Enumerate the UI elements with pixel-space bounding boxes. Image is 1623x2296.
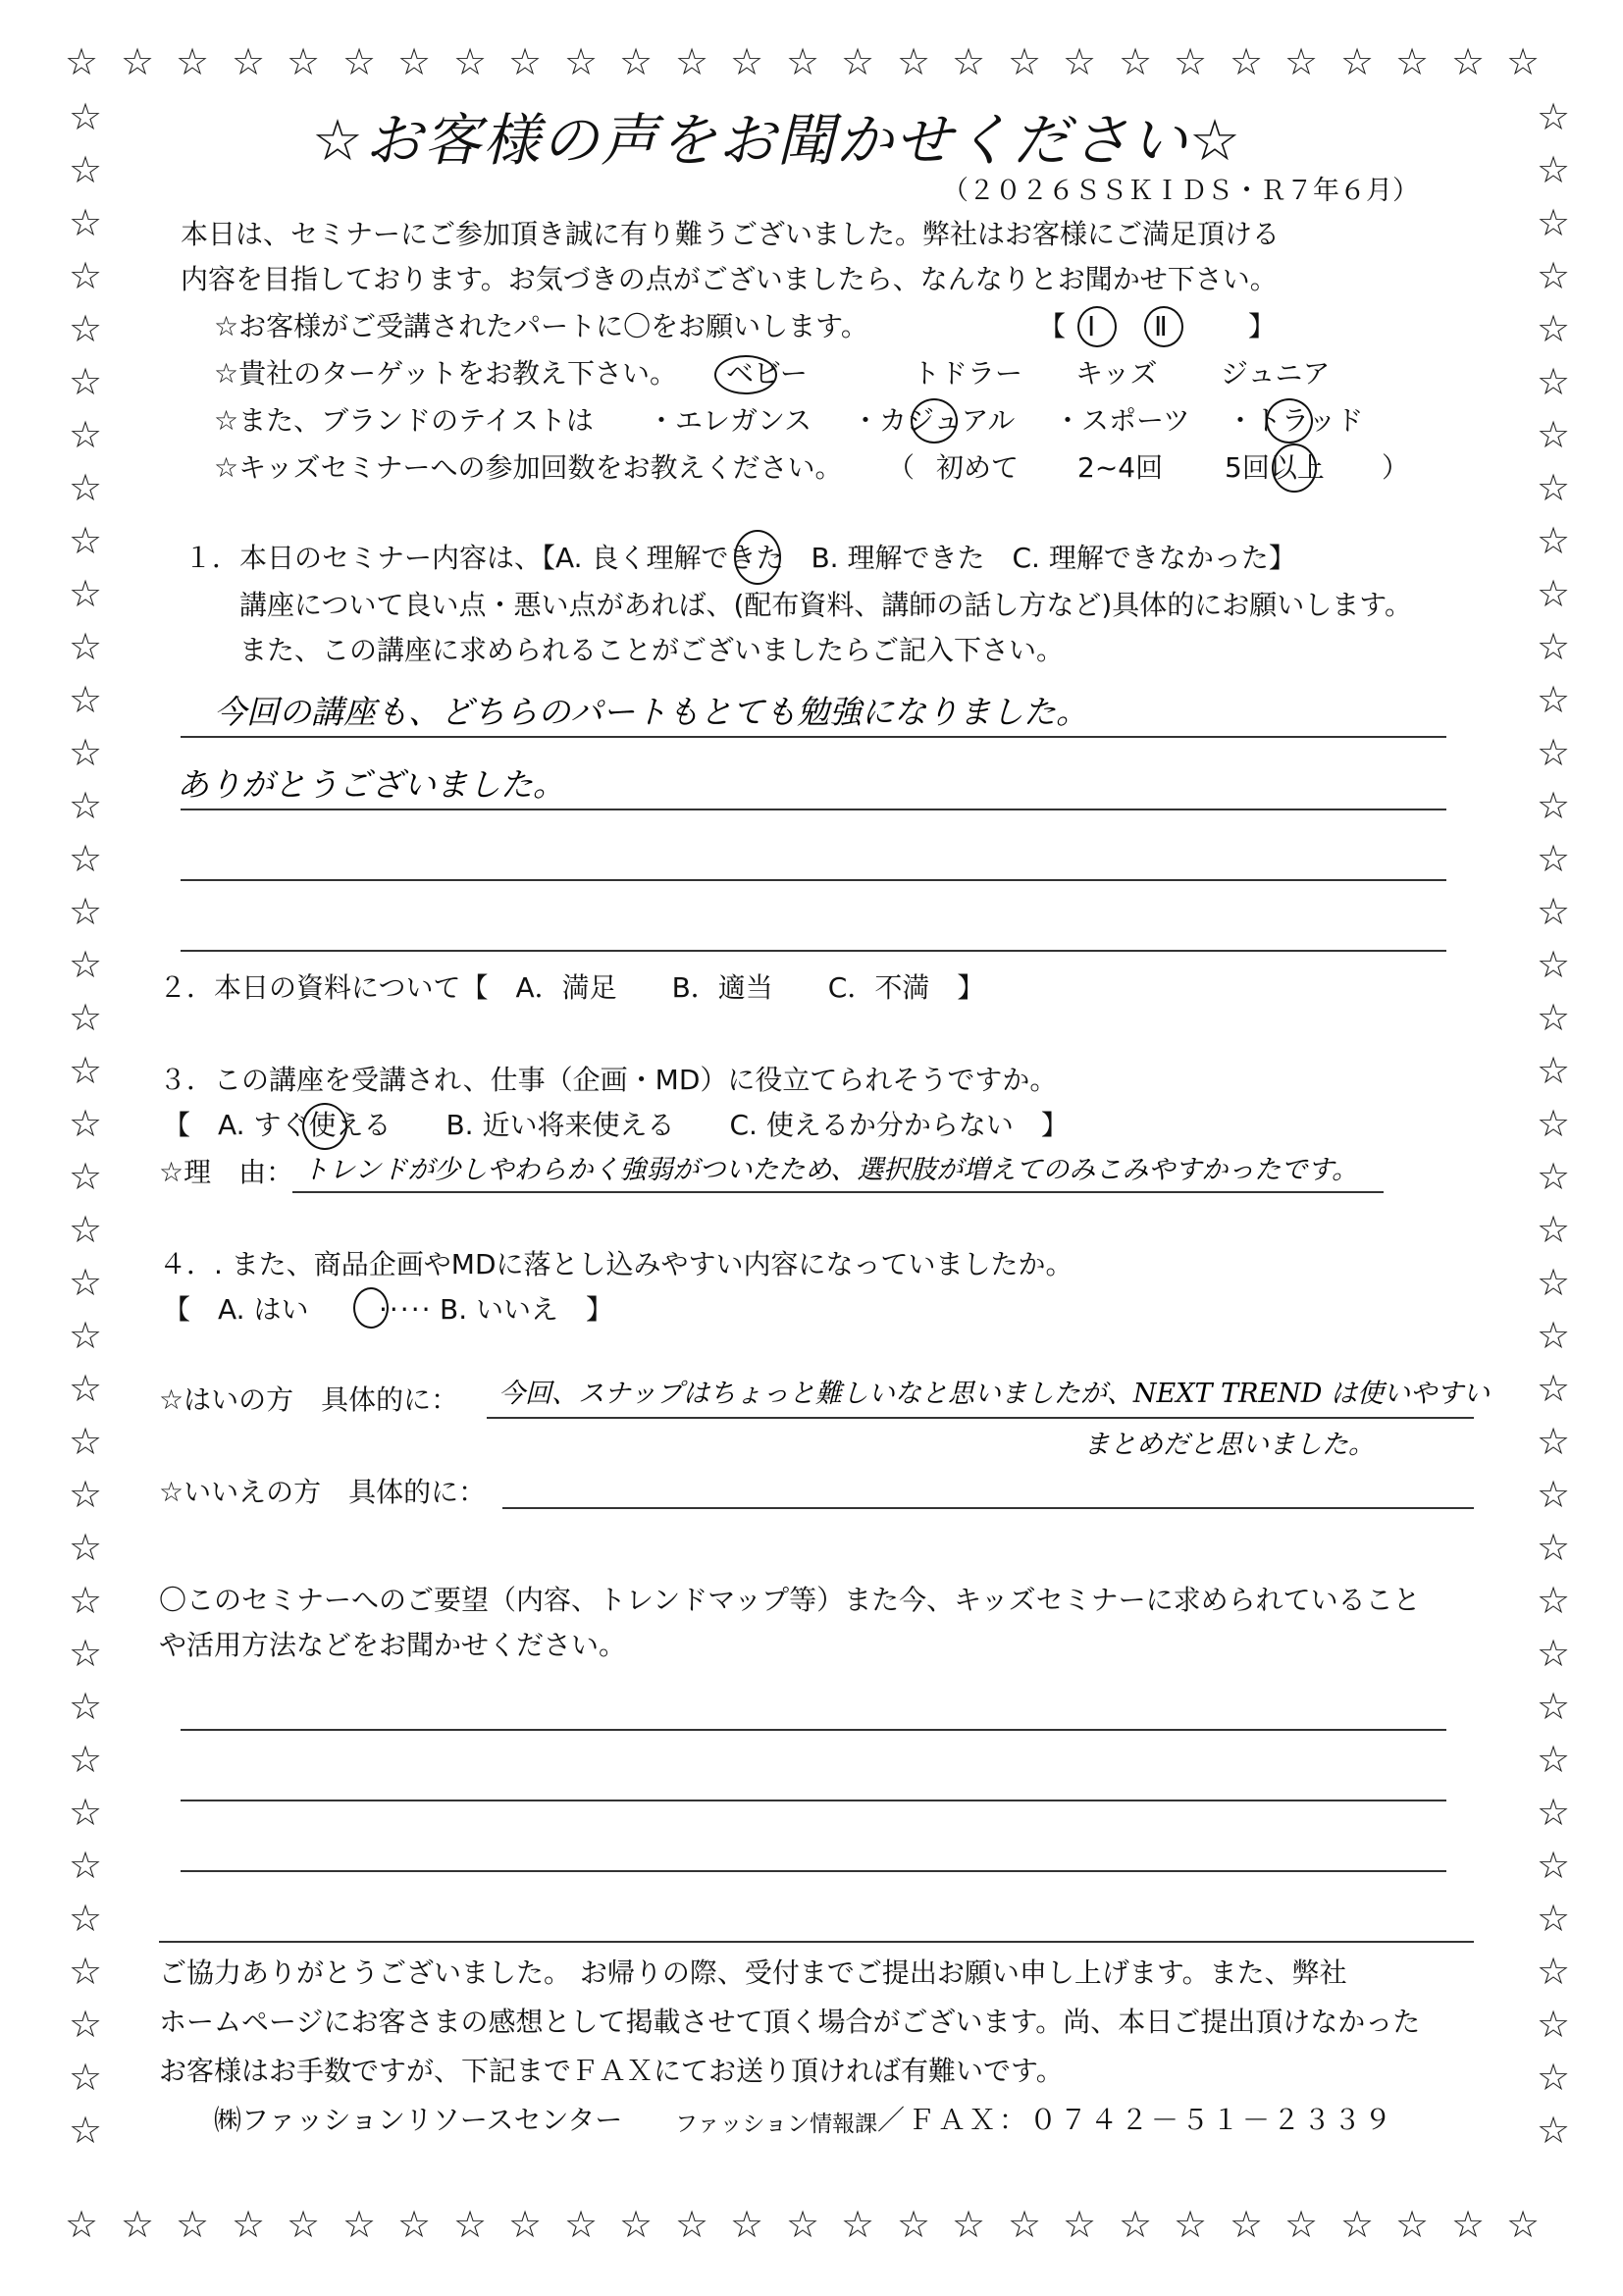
border-star-icon: ☆: [1537, 572, 1571, 615]
border-star-icon: ☆: [1537, 254, 1571, 297]
border-star-icon: ☆: [69, 95, 103, 138]
q4-yes-answer-line-2: まとめだと思いました。: [1083, 1430, 1375, 1460]
border-star-icon: ☆: [1008, 2203, 1042, 2246]
border-star-icon: ☆: [69, 148, 103, 191]
border-star-icon: ☆: [1537, 1155, 1571, 1198]
border-star-icon: ☆: [1395, 40, 1430, 83]
q1-question: １．本日のセミナー内容は、【A. 良く理解できた B. 理解できた C. 理解できなかった】: [184, 542, 1296, 574]
count-option-2-4[interactable]: 2~4回: [1077, 451, 1164, 484]
border-star-icon: ☆: [1537, 837, 1571, 880]
border-star-icon: ☆: [342, 2203, 377, 2246]
border-star-icon: ☆: [69, 1950, 103, 1993]
border-star-icon: ☆: [1537, 1738, 1571, 1781]
border-star-icon: ☆: [1063, 40, 1097, 83]
border-star-icon: ☆: [1537, 1208, 1571, 1251]
border-star-icon: ☆: [1537, 1473, 1571, 1516]
border-star-icon: ☆: [69, 2109, 103, 2152]
border-star-icon: ☆: [1537, 1526, 1571, 1569]
request-rule-2: [181, 1800, 1446, 1801]
border-star-icon: ☆: [1537, 1579, 1571, 1622]
border-star-icon: ☆: [1174, 40, 1208, 83]
taste-option-trad[interactable]: ・トラッド: [1227, 404, 1364, 437]
footer-line-3: お客様はお手数ですが、下記までＦＡＸにてお送り頂ければ有難いです。: [159, 2055, 1064, 2087]
border-star-icon: ☆: [1537, 466, 1571, 509]
border-star-icon: ☆: [69, 1473, 103, 1516]
border-star-icon: ☆: [176, 40, 210, 83]
q3-options: 【 A. すぐ使える B. 近い将来使える C. 使えるか分からない 】: [163, 1109, 1069, 1141]
border-star-icon: ☆: [69, 254, 103, 297]
border-star-icon: ☆: [287, 2203, 321, 2246]
border-star-icon: ☆: [1537, 1685, 1571, 1728]
border-star-icon: ☆: [564, 2203, 599, 2246]
q4-dots: ·····: [379, 1293, 433, 1326]
border-star-icon: ☆: [675, 40, 709, 83]
border-star-icon: ☆: [69, 625, 103, 668]
target-option-kids[interactable]: キッズ: [1075, 357, 1158, 390]
border-star-icon: ☆: [841, 2203, 875, 2246]
border-star-icon: ☆: [786, 2203, 820, 2246]
request-line-2: や活用方法などをお聞かせください。: [159, 1629, 627, 1661]
survey-code: （２０２６ＳＳＫＩＤＳ・Ｒ７年６月）: [942, 176, 1419, 206]
border-star-icon: ☆: [1537, 625, 1571, 668]
border-star-icon: ☆: [1537, 731, 1571, 774]
border-star-icon: ☆: [65, 40, 99, 83]
q4-yes-answer-line-1: 今回、スナップはちょっと難しいなと思いましたが、NEXT TREND は使いやすい: [498, 1379, 1490, 1409]
company-name: ㈱ファッションリソースセンター: [214, 2104, 623, 2136]
border-star-icon: ☆: [1537, 307, 1571, 350]
q1-rule-1: [181, 736, 1446, 738]
q4-no-rule: [502, 1507, 1474, 1509]
border-star-icon: ☆: [453, 2203, 488, 2246]
border-star-icon: ☆: [1506, 2203, 1541, 2246]
taste-option-casual[interactable]: ・カジュアル: [852, 404, 1016, 437]
border-star-icon: ☆: [1119, 40, 1153, 83]
q1-answer-line-2: ありがとうございました。: [177, 765, 565, 804]
border-star-icon: ☆: [69, 1738, 103, 1781]
target-option-baby[interactable]: ベビー: [726, 357, 808, 390]
border-star-icon: ☆: [1537, 1049, 1571, 1092]
border-star-icon: ☆: [1537, 2109, 1571, 2152]
taste-option-sports[interactable]: ・スポーツ: [1054, 404, 1190, 437]
q3-reason-label: ☆理 由：: [159, 1156, 294, 1188]
q1-answer-line-1: 今回の講座も、どちらのパートもとても勉強になりました。: [214, 693, 1088, 731]
border-star-icon: ☆: [69, 1685, 103, 1728]
border-star-icon: ☆: [841, 40, 875, 83]
footer-line-2: ホームページにお客さまの感想として掲載させて頂く場合がございます。尚、本日ご提出頂けなかった: [159, 2006, 1421, 2038]
border-star-icon: ☆: [1537, 890, 1571, 933]
border-star-icon: ☆: [1537, 1420, 1571, 1463]
border-star-icon: ☆: [121, 40, 155, 83]
footer-line-1: ご協力ありがとうございました。 お帰りの際、受付までご提出お願い申し上げます。また、弊社: [159, 1957, 1347, 1989]
border-star-icon: ☆: [1451, 2203, 1486, 2246]
q2-question: ２．本日の資料について【 A．満足 B．適当 C．不満 】: [159, 971, 985, 1004]
part-2-option[interactable]: Ⅱ: [1154, 310, 1168, 342]
border-star-icon: ☆: [1537, 2003, 1571, 2046]
border-star-icon: ☆: [69, 1261, 103, 1304]
border-star-icon: ☆: [176, 2203, 210, 2246]
border-star-icon: ☆: [730, 40, 764, 83]
border-star-icon: ☆: [1537, 996, 1571, 1039]
count-open-paren: （: [887, 451, 916, 484]
border-star-icon: ☆: [786, 40, 820, 83]
intro-line-2: 内容を目指しております。お気づきの点がございましたら、なんなりとお聞かせ下さい。: [181, 263, 1278, 295]
taste-label: ☆また、ブランドのテイストは: [214, 404, 594, 437]
q3-answer-a-circle-mark: [302, 1103, 347, 1150]
q4-yes-label: ☆はいの方 具体的に：: [159, 1383, 459, 1416]
border-star-icon: ☆: [1537, 784, 1571, 827]
border-star-icon: ☆: [69, 996, 103, 1039]
q1-instruction-2: また、この講座に求められることがございましたらご記入下さい。: [239, 634, 1065, 666]
border-star-icon: ☆: [69, 1632, 103, 1675]
border-star-icon: ☆: [397, 2203, 432, 2246]
border-star-icon: ☆: [69, 1155, 103, 1198]
taste-option-elegance[interactable]: ・エレガンス: [648, 404, 812, 437]
q4-no-label: ☆いいえの方 具体的に：: [159, 1476, 487, 1508]
page-title: ☆お客様の声をお聞かせください☆: [312, 107, 1242, 174]
border-star-icon: ☆: [1340, 40, 1375, 83]
border-star-icon: ☆: [1174, 2203, 1208, 2246]
border-star-icon: ☆: [1537, 1261, 1571, 1304]
count-option-first[interactable]: 初めて: [936, 451, 1020, 484]
border-star-icon: ☆: [1537, 1791, 1571, 1834]
department-name: ファッション情報課: [675, 2112, 878, 2137]
border-star-icon: ☆: [121, 2203, 155, 2246]
border-star-icon: ☆: [1537, 943, 1571, 986]
q3-reason-answer: トレンドが少しやわらかく強弱がついたため、選択肢が増えてのみこみやすかったです。: [302, 1155, 1359, 1185]
parts-open-bracket: 【: [1038, 310, 1067, 342]
count-option-5plus[interactable]: 5回以上: [1225, 451, 1325, 484]
border-star-icon: ☆: [1537, 1950, 1571, 1993]
border-star-icon: ☆: [69, 890, 103, 933]
border-star-icon: ☆: [1537, 95, 1571, 138]
border-star-icon: ☆: [1119, 2203, 1153, 2246]
border-star-icon: ☆: [1537, 2056, 1571, 2099]
target-label: ☆貴社のターゲットをお教え下さい。: [214, 357, 677, 390]
q4-question: ４．. また、商品企画やMDに落とし込みやすい内容になっていましたか。: [159, 1248, 1073, 1280]
border-star-icon: ☆: [1395, 2203, 1430, 2246]
border-star-icon: ☆: [397, 40, 432, 83]
request-rule-3: [181, 1870, 1446, 1872]
request-line-1: 〇このセミナーへのご要望（内容、トレンドマップ等）また今、キッズセミナーに求められていること: [159, 1584, 1421, 1616]
count-label: ☆キッズセミナーへの参加回数をお教えください。: [214, 451, 843, 484]
border-star-icon: ☆: [952, 40, 986, 83]
border-star-icon: ☆: [69, 1102, 103, 1145]
border-star-icon: ☆: [1537, 678, 1571, 721]
border-star-icon: ☆: [232, 40, 266, 83]
count-close-paren: ）: [1382, 451, 1410, 484]
border-star-icon: ☆: [1063, 2203, 1097, 2246]
border-star-icon: ☆: [287, 40, 321, 83]
fax-number: ／ＦＡＸ：０７４２－５１－２３３９: [877, 2104, 1395, 2136]
border-star-icon: ☆: [69, 201, 103, 244]
border-star-icon: ☆: [69, 466, 103, 509]
q1-answer-a-circle-mark: [734, 530, 781, 585]
border-star-icon: ☆: [952, 2203, 986, 2246]
border-star-icon: ☆: [1537, 201, 1571, 244]
border-star-icon: ☆: [69, 572, 103, 615]
border-star-icon: ☆: [1537, 1632, 1571, 1675]
q3-question: ３．この講座を受講され、仕事（企画・MD）に役立てられそうですか。: [159, 1064, 1058, 1096]
border-star-icon: ☆: [1340, 2203, 1375, 2246]
part-1-circle-mark: [1077, 306, 1117, 347]
border-star-icon: ☆: [1537, 1314, 1571, 1357]
border-star-icon: ☆: [1537, 1367, 1571, 1410]
q3-reason-rule: [292, 1191, 1384, 1193]
border-star-icon: ☆: [675, 2203, 709, 2246]
border-star-icon: ☆: [69, 307, 103, 350]
border-star-icon: ☆: [65, 2203, 99, 2246]
border-star-icon: ☆: [508, 40, 543, 83]
q1-rule-4: [181, 950, 1446, 952]
border-star-icon: ☆: [69, 413, 103, 456]
border-star-icon: ☆: [69, 1844, 103, 1887]
taste-casual-circle-mark: [911, 398, 958, 444]
border-star-icon: ☆: [1008, 40, 1042, 83]
target-option-junior[interactable]: ジュニア: [1221, 357, 1331, 390]
border-star-icon: ☆: [1537, 360, 1571, 403]
q1-instruction-1: 講座について良い点・悪い点があれば、(配布資料、講師の話し方など)具体的にお願いします。: [239, 589, 1413, 621]
q4-yes-circle-mark: [353, 1287, 389, 1329]
border-star-icon: ☆: [69, 2056, 103, 2099]
border-star-icon: ☆: [1537, 413, 1571, 456]
border-star-icon: ☆: [1537, 148, 1571, 191]
border-star-icon: ☆: [619, 40, 654, 83]
q4-option-no[interactable]: B. いいえ 】: [440, 1293, 614, 1326]
border-star-icon: ☆: [69, 784, 103, 827]
border-star-icon: ☆: [1284, 40, 1319, 83]
border-star-icon: ☆: [1537, 1897, 1571, 1940]
border-star-icon: ☆: [1537, 1102, 1571, 1145]
border-star-icon: ☆: [1230, 40, 1264, 83]
q4-yes-rule: [487, 1417, 1474, 1419]
border-star-icon: ☆: [453, 40, 488, 83]
border-star-icon: ☆: [69, 360, 103, 403]
target-option-toddler[interactable]: トドラー: [913, 357, 1023, 390]
border-star-icon: ☆: [897, 2203, 931, 2246]
part-1-option[interactable]: Ⅰ: [1087, 310, 1096, 342]
border-star-icon: ☆: [730, 2203, 764, 2246]
border-star-icon: ☆: [69, 2003, 103, 2046]
border-star-icon: ☆: [1284, 2203, 1319, 2246]
border-star-icon: ☆: [1506, 40, 1541, 83]
target-baby-circle-mark: [714, 355, 777, 394]
border-star-icon: ☆: [564, 40, 599, 83]
intro-line-1: 本日は、セミナーにご参加頂き誠に有り難うございました。弊社はお客様にご満足頂ける: [181, 218, 1281, 250]
border-star-icon: ☆: [619, 2203, 654, 2246]
border-star-icon: ☆: [342, 40, 377, 83]
border-star-icon: ☆: [1537, 1844, 1571, 1887]
border-star-icon: ☆: [1230, 2203, 1264, 2246]
border-star-icon: ☆: [1451, 40, 1486, 83]
border-star-icon: ☆: [1537, 519, 1571, 562]
border-star-icon: ☆: [69, 1049, 103, 1092]
footer-divider: [159, 1941, 1474, 1943]
parts-label: ☆お客様がご受講されたパートに〇をお願いします。: [214, 310, 868, 342]
taste-trad-circle-mark: [1266, 398, 1313, 444]
parts-close-bracket: 】: [1248, 310, 1277, 342]
border-star-icon: ☆: [232, 2203, 266, 2246]
border-star-icon: ☆: [69, 943, 103, 986]
count-5plus-circle-mark: [1272, 444, 1317, 493]
border-star-icon: ☆: [69, 1314, 103, 1357]
border-star-icon: ☆: [897, 40, 931, 83]
q1-rule-3: [181, 879, 1446, 881]
border-star-icon: ☆: [69, 1526, 103, 1569]
border-star-icon: ☆: [69, 1897, 103, 1940]
part-2-circle-mark: [1144, 306, 1183, 347]
border-star-icon: ☆: [69, 1791, 103, 1834]
border-star-icon: ☆: [69, 1579, 103, 1622]
border-star-icon: ☆: [69, 519, 103, 562]
border-star-icon: ☆: [69, 1367, 103, 1410]
q1-rule-2: [181, 809, 1446, 810]
border-star-icon: ☆: [508, 2203, 543, 2246]
border-star-icon: ☆: [69, 837, 103, 880]
q4-option-yes[interactable]: 【 A. はい: [163, 1293, 309, 1326]
request-rule-1: [181, 1729, 1446, 1731]
border-star-icon: ☆: [69, 731, 103, 774]
border-star-icon: ☆: [69, 1420, 103, 1463]
border-star-icon: ☆: [69, 678, 103, 721]
border-star-icon: ☆: [69, 1208, 103, 1251]
